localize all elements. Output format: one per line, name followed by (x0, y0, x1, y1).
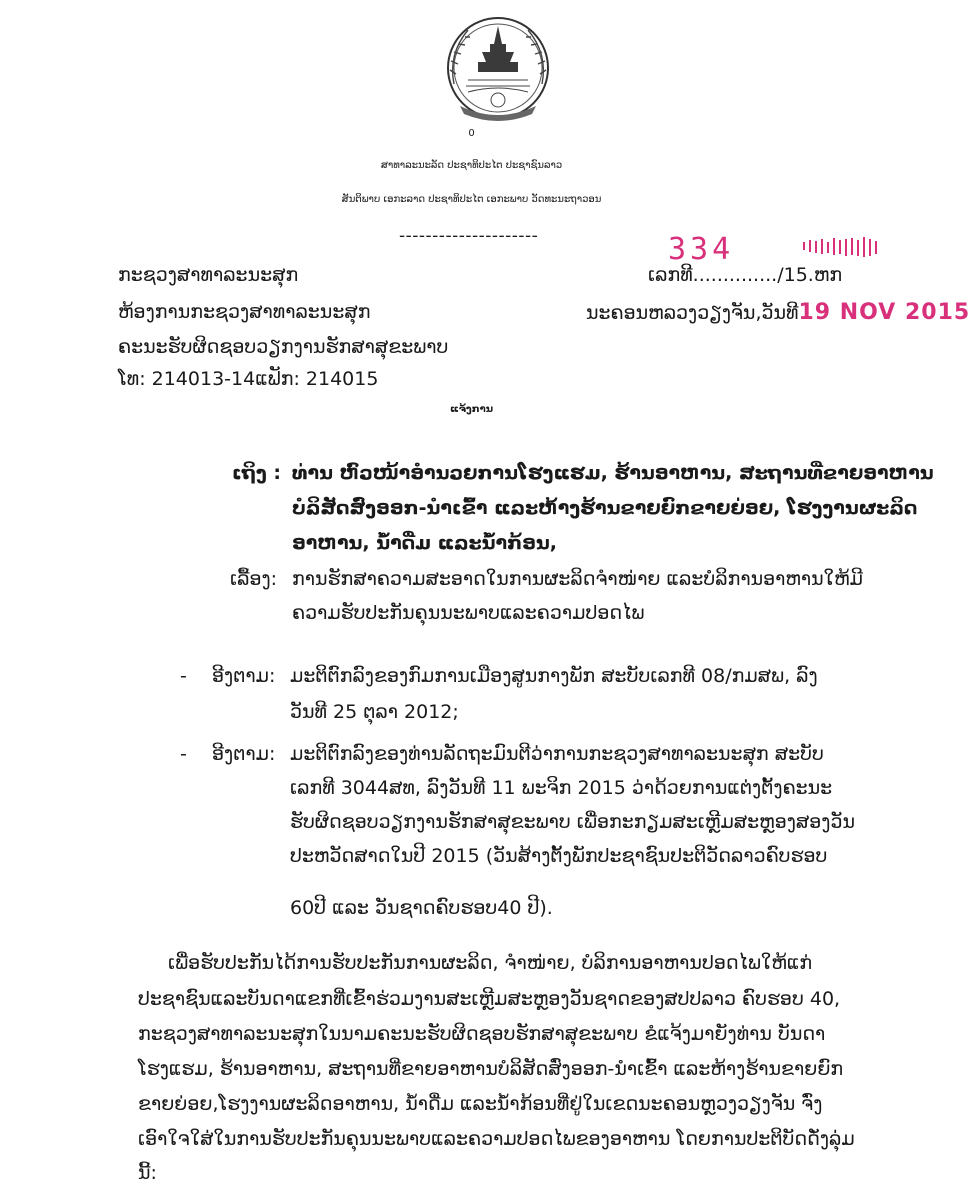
reference-number-label: ເລກທີ (648, 264, 693, 286)
contact-info: ໂທ: 214013-14ແຟັກ: 214015 (118, 368, 379, 390)
body-line-4: ໂຮງແຮມ, ຮ້ານອາຫານ, ສະຖານທີ່ຂາຍອາຫານບໍລິສັດສົ່ງອອກ-ນຳເຂົ້າ ແລະຫ້າງຮ້ານຂາຍຍົກ (138, 1058, 844, 1080)
ref-2-line-3: ຮັບຜິດຊອບວຽກງານຮັກສາສຸຂະພາບ ເພື່ອກະກຽມສະເຫຼີມສະຫຼອງສອງວັນ (290, 811, 855, 833)
number-stamp: 334 (668, 232, 735, 267)
ref-2-line-4: ປະຫວັດສາດໃນປີ 2015 (ວັນສ້າງຕັ້ງພັກປະຊາຊົນປະຕິວັດລາວຄົບຮອບ (290, 845, 828, 867)
document-title: ແຈ້ງການ (449, 404, 493, 415)
header-separator: --------------------- (399, 226, 539, 246)
subject-label: ເລື້ອງ: (230, 568, 278, 590)
ref-2-dash: - (180, 743, 187, 765)
ref-2-line-2: ເລກທີ 3044ສທ, ລົງວັນທີ 11 ພະຈິກ 2015 ວ່າດ້ວຍການແຕ່ງຕັ້ງຄະນະ (290, 777, 833, 799)
ref-1-line-1: ມະຕິຕົກລົງຂອງກົມການເມືອງສູນກາງພັກ ສະບັບເລກທີ 08/ກມສພ, ລົງ (290, 665, 818, 687)
body-line-7: ນີ້: (138, 1162, 157, 1184)
date-stamp: 19 NOV 2015 (798, 300, 970, 325)
body-line-6: ເອົາໃຈໃສ່ໃນການຮັບປະກັນຄຸນນະພາບແລະຄວາມປອດໄພຂອງອາຫານ ໂດຍການປະຕິບັດດັ່ງລຸ່ມ (138, 1128, 855, 1150)
ref-2-line-5: 60ປີ ແລະ ວັນຊາດຄົບຮອບ40 ປີ). (290, 897, 553, 919)
body-line-3: ກະຊວງສາທາລະນະສຸກໃນນາມຄະນະຮັບຜິດຊອບຮັກສາສຸຂະພາບ ຂໍແຈ້ງມາຍັງທ່ານ ບັນດາ (138, 1023, 826, 1045)
to-line-2: ບໍລິສັດສົ່ງອອກ-ນຳເຂົ້າ ແລະຫ້າງຮ້ານຂາຍຍົກຂາຍຍ່ອຍ, ໂຮງງານຜະລິດ (292, 497, 918, 519)
reference-number-dots: .............. (692, 264, 778, 286)
body-line-5: ຂາຍຍ່ອຍ,ໂຮງງານຜະລິດອາຫານ, ນ້ຳດື່ມ ແລະນ້ຳກ້ອນທີ່ຢູ່ໃນເຂດນະຄອນຫຼວງວຽງຈັນ ຈົ່ງ (138, 1093, 823, 1115)
ref-2-label: ອີງຕາມ: (212, 743, 276, 765)
national-emblem-icon (438, 14, 558, 126)
body-line-1: ເພື່ອຮັບປະກັນໄດ້ການຮັບປະກັນການຜະລິດ, ຈຳໜ່າຍ, ບໍລິການອາຫານປອດໄພໃຫ້ແກ່ (168, 952, 813, 974)
to-line-1: ທ່ານ ຫົວໜ້າອຳນວຍການໂຮງແຮມ, ຮ້ານອາຫານ, ສະຖານທີ່ຂາຍອາຫານ (292, 462, 934, 484)
subject-line-2: ຄວາມຮັບປະກັນຄຸນນະພາບແລະຄວາມປອດໄພ (292, 602, 645, 624)
ref-2-line-1: ມະຕິຕົກລົງຂອງທ່ານລັດຖະມົນຕີວ່າການກະຊວງສາທາລະນະສຸກ ສະບັບ (290, 743, 824, 765)
ref-1-label: ອີງຕາມ: (212, 665, 276, 687)
subject-line-1: ການຮັກສາຄວາມສະອາດໃນການຜະລິດຈຳໜ່າຍ ແລະບໍລິການອາຫານໃຫ້ມີ (292, 568, 863, 590)
committee-name: ຄະນະຮັບຜິດຊອບວຽກງານຮັກສາສຸຂະພາບ (118, 336, 449, 358)
to-line-3: ອາຫານ, ນ້ຳດື່ມ ແລະນ້ຳກ້ອນ, (292, 532, 557, 554)
body-line-2: ປະຊາຊົນແລະບັນດາແຂກທີ່ເຂົ້າຮ່ວມງານສະເຫຼີມສະຫຼອງວັນຊາດຂອງສປປລາວ ຄົບຮອບ 40, (138, 988, 841, 1010)
reference-date (586, 300, 970, 325)
number-zero: 0 (468, 128, 475, 139)
country-name: ສາທາລະນະລັດ ປະຊາທິປະໄຕ ປະຊາຊົນລາວ (380, 160, 563, 171)
ref-1-line-2: ວັນທີ 25 ຕຸລາ 2012; (290, 701, 459, 723)
stamp-smudge (800, 236, 882, 258)
reference-number (648, 264, 842, 286)
ministry-name: ກະຊວງສາທາລະນະສຸກ (118, 264, 299, 286)
reference-number-suffix: /15.ຫກ (777, 264, 843, 286)
to-label: ເຖິງ : (232, 462, 282, 484)
place-date-label: ນະຄອນຫລວງວຽງຈັນ,ວັນທີ (586, 302, 799, 324)
ref-1-dash: - (180, 665, 187, 687)
office-name: ຫ້ອງການກະຊວງສາທາລະນະສຸກ (118, 301, 371, 323)
national-motto: ສັນຕິພາບ ເອກະລາດ ປະຊາທິປະໄຕ ເອກະພາບ ວັດທະນະຖາວອນ (341, 194, 602, 205)
